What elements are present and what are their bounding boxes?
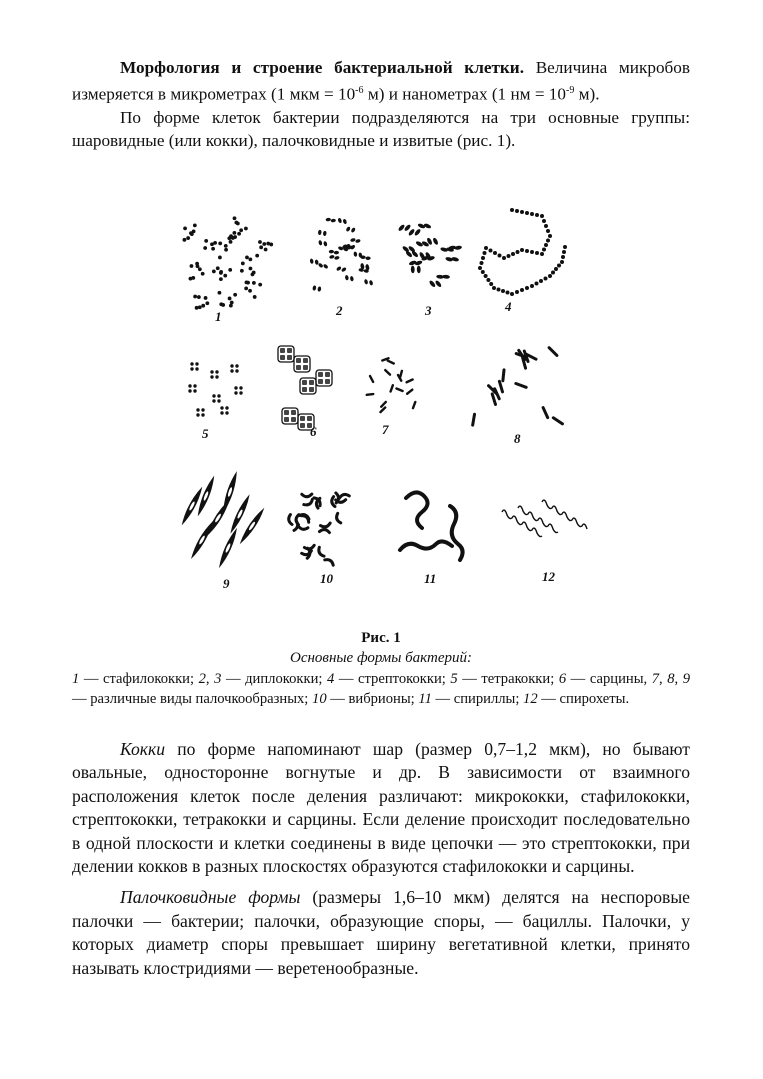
main-text	[72, 738, 690, 980]
diplococci-drawing-2	[310, 218, 374, 292]
intro-paragraph-2: По форме клеток бактерии подразделяются на три основные группы: шаровидные (или кокки), палочковидные и извитые (рис. 1).	[72, 107, 690, 150]
rods-paragraph: Палочковидные формы (размеры 1,6–10 мкм) делятся на неспоровые палочки — бактерии; палочки, образующие споры, — бациллы. Палочки, у которых диаметр споры превышает ширину вегетативной клетки, принято называть клостридиями — веретенообразные.	[72, 887, 690, 978]
figure-title: Рис. 1	[361, 630, 401, 646]
rods-drawing-8	[471, 346, 565, 427]
intro-paragraph-1: Морфология и строение бактериальной клетки. Величина микробов измеряется в микрометрах (1 мкм = $10^{-6}$ м) и нанометрах (1 нм = $10^{-9}$ м).	[72, 58, 690, 104]
diplococci-drawing-3	[398, 223, 463, 288]
intro-section	[72, 56, 690, 152]
figure-label-10: 10	[320, 571, 333, 586]
rods-drawing-7	[365, 357, 416, 414]
figure-subtitle: Основные формы бактерий:	[290, 650, 472, 666]
figure-legend: 1 — стафилококки; 2, 3 — диплококки; 4 — стрептококки; 5 — тетракокки; 6 — сарцины, 7, 8, 9 — различные виды палочкообразных; 10 — вибрионы; 11 — спириллы; 12 — спирохеты.	[72, 671, 691, 707]
figure-label-7: 7	[382, 422, 389, 437]
tetracocci-drawing	[188, 362, 242, 416]
cocci-paragraph: Кокки по форме напоминают шар (размер 0,7–1,2 мкм), но бывают овальные, односторонне вогнутые и др. В зависимости от взаимного расположения клеток после деления различают: микрококки, стафилококки, стрептококки, тетракокки и сарцины. Если деление происходит последовательно в одной плоскости и клетки соединены в виде цепочки — это стрептококки, при делении кокков в разных плоскостях образуются стафилококки и сарцины.	[72, 739, 690, 877]
spirochete-drawing	[502, 500, 587, 536]
figure-label-9: 9	[223, 576, 230, 591]
figure-caption	[72, 628, 690, 709]
sarcina-drawing	[278, 346, 332, 430]
bacteria-figure	[72, 196, 690, 616]
figure-label-2: 2	[336, 303, 343, 318]
vibrio-drawing	[288, 493, 349, 565]
figure-label-4: 4	[505, 299, 512, 314]
figure-label-6: 6	[310, 424, 317, 439]
bacteria-drawings	[72, 196, 690, 616]
figure-label-11: 11	[424, 571, 437, 586]
figure-label-8: 8	[514, 431, 521, 446]
rods-term: Палочковидные формы	[120, 887, 301, 908]
figure-label-3: 3	[425, 303, 432, 318]
staphylococci-drawing	[183, 216, 274, 309]
section-heading: Морфология и строение бактериальной клетки.	[120, 58, 525, 77]
figure-label-5: 5	[202, 426, 209, 441]
rods-drawing-9	[179, 470, 267, 569]
figure-label-1: 1	[215, 309, 222, 324]
spirilla-drawing	[400, 492, 463, 560]
streptococci-drawing	[478, 208, 567, 296]
figure-label-12: 12	[542, 569, 555, 584]
cocci-term: Кокки	[120, 739, 166, 759]
